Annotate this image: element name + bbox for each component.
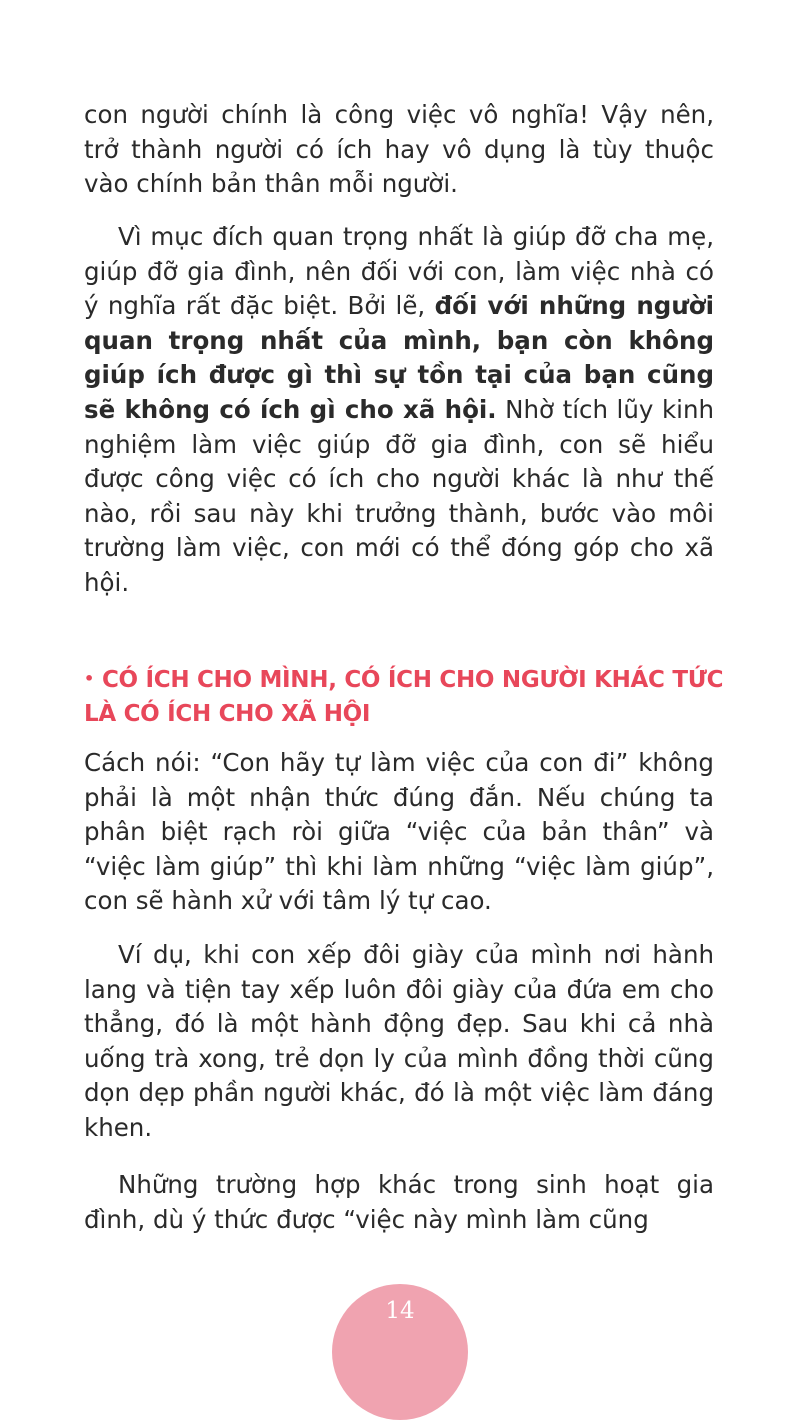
section-heading	[84, 662, 744, 731]
bullet-icon: •	[84, 669, 94, 688]
paragraph-2-text-end: Nhờ tích lũy kinh nghiệm làm việc giúp đỡ gia đình, con sẽ hiểu được công việc có ích cho người khác là như thế nào, rồi sau này khi trưởng thành, bước vào môi trường làm việc, con mới có thể đóng góp cho xã hội.	[84, 394, 715, 597]
paragraph-5: Những trường hợp khác trong sinh hoạt gia đình, dù ý thức được “việc này mình làm cũng	[84, 1170, 714, 1234]
paragraph-4: Ví dụ, khi con xếp đôi giày của mình nơi hành lang và tiện tay xếp luôn đôi giày của đứa em cho thẳng, đó là một hành động đẹp. Sau khi cả nhà uống trà xong, trẻ dọn ly của mình đồng thời cũng dọn dẹp phần người khác, đó là một việc làm đáng khen.	[84, 940, 714, 1142]
paragraph-2-emphasis: đối với những người quan trọng nhất của mình, bạn còn không giúp ích được gì thì sự tồn tại của bạn cũng sẽ không có ích gì cho xã hội.	[84, 291, 714, 424]
paragraph-2	[84, 220, 714, 601]
paragraph-1: con người chính là công việc vô nghĩa! Vậy nên, trở thành người có ích hay vô dụng là tùy thuộc vào chính bản thân mỗi người.	[84, 100, 714, 199]
page-number: 14	[385, 1298, 415, 1324]
paragraph-3: Cách nói: “Con hãy tự làm việc của con đi” không phải là một nhận thức đúng đắn. Nếu chúng ta phân biệt rạch ròi giữa “việc của bản thân” và “việc làm giúp” thì khi làm những “việc làm giúp”, con sẽ hành xử với tâm lý tự cao.	[84, 748, 714, 916]
paragraph-2-text: Vì mục đích quan trọng nhất là giúp đỡ cha mẹ, giúp đỡ gia đình, nên đối với con, làm việc nhà có ý nghĩa rất đặc biệt. Bởi lẽ,	[84, 222, 714, 321]
section-heading-text: CÓ ÍCH CHO MÌNH, CÓ ÍCH CHO NGƯỜI KHÁC TỨC LÀ CÓ ÍCH CHO XÃ HỘI	[84, 667, 724, 727]
